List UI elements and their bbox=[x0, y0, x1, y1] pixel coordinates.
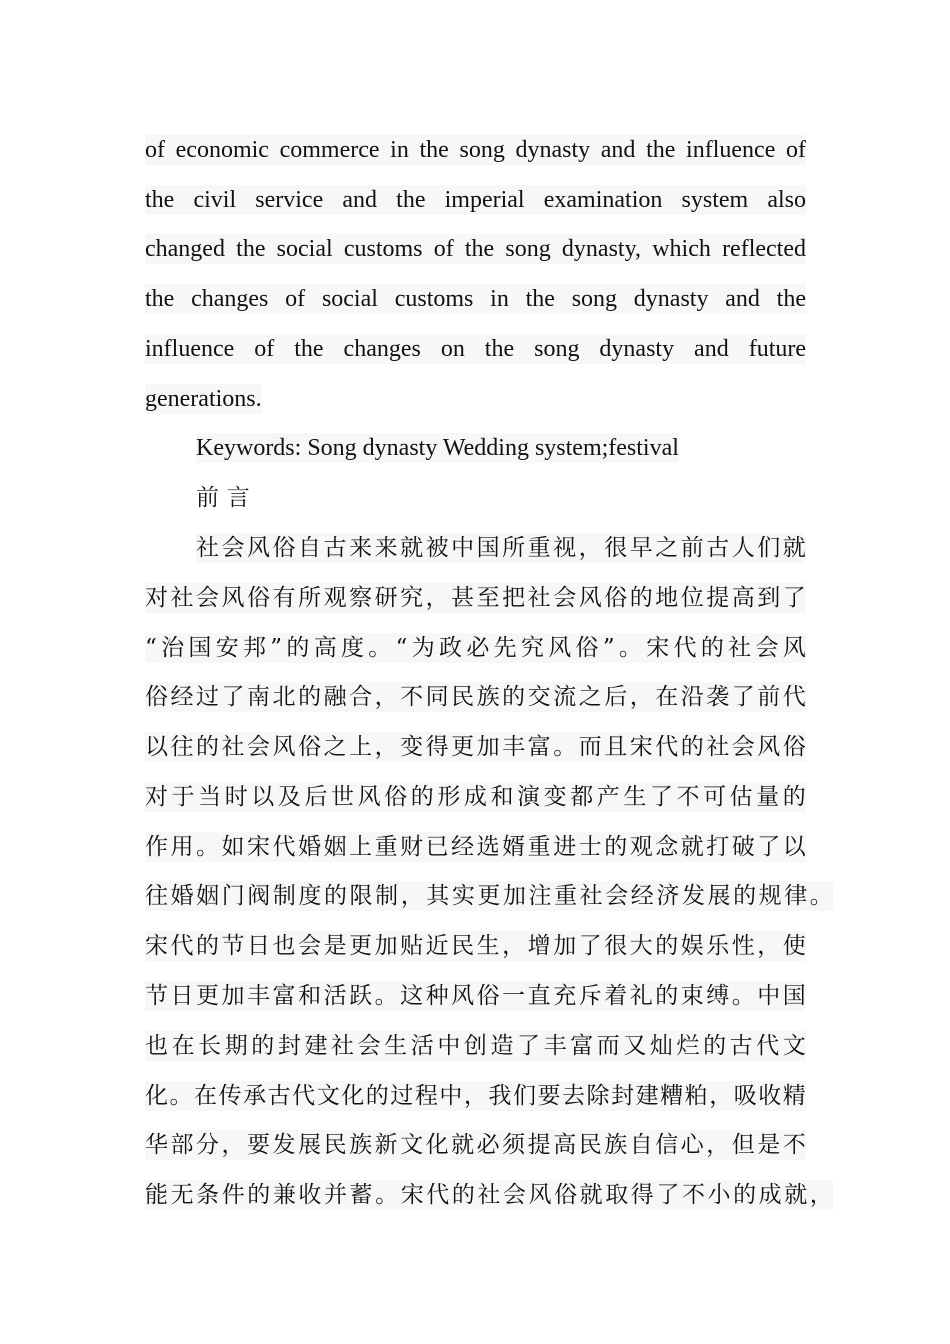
preface-line-7: 作用。如宋代婚姻上重财已经选婿重进士的观念就打破了以 bbox=[145, 834, 806, 860]
preface-heading: 前 言 bbox=[196, 485, 250, 511]
keywords-line: Keywords: Song dynasty Wedding system;festival bbox=[196, 435, 679, 461]
abstract-line-6: generations. bbox=[145, 386, 262, 412]
preface-line-1: 社会风俗自古来来就被中国所重视，很早之前古人们就 bbox=[196, 535, 806, 561]
preface-line-3: “治国安邦”的高度。“为政必先究风俗”。宋代的社会风 bbox=[145, 635, 806, 661]
preface-line-9: 宋代的节日也会是更加贴近民生，增加了很大的娱乐性，使 bbox=[145, 933, 806, 959]
preface-line-5: 以往的社会风俗之上，变得更加丰富。而且宋代的社会风俗 bbox=[145, 734, 806, 760]
preface-line-6: 对于当时以及后世风俗的形成和演变都产生了不可估量的 bbox=[145, 784, 806, 810]
abstract-line-1: of economic commerce in the song dynasty and the influence of bbox=[145, 137, 806, 163]
abstract-line-5: influence of the changes on the song dynasty and future bbox=[145, 336, 806, 362]
abstract-line-4: the changes of social customs in the song dynasty and the bbox=[145, 286, 806, 312]
preface-line-14: 能无条件的兼收并蓄。宋代的社会风俗就取得了不小的成就， bbox=[145, 1182, 833, 1208]
preface-line-2: 对社会风俗有所观察研究，甚至把社会风俗的地位提高到了 bbox=[145, 585, 806, 611]
preface-line-12: 化。在传承古代文化的过程中，我们要去除封建糟粕，吸收精 bbox=[145, 1083, 806, 1109]
preface-line-10: 节日更加丰富和活跃。这种风俗一直充斥着礼的束缚。中国 bbox=[145, 983, 806, 1009]
abstract-line-3: changed the social customs of the song dynasty, which reflected bbox=[145, 236, 806, 262]
preface-line-11: 也在长期的封建社会生活中创造了丰富而又灿烂的古代文 bbox=[145, 1033, 806, 1059]
preface-line-4: 俗经过了南北的融合，不同民族的交流之后，在沿袭了前代 bbox=[145, 684, 806, 710]
abstract-line-2: the civil service and the imperial examination system also bbox=[145, 187, 806, 213]
preface-line-8: 往婚姻门阀制度的限制，其实更加注重社会经济发展的规律。 bbox=[145, 883, 833, 909]
preface-line-13: 华部分，要发展民族新文化就必须提高民族自信心，但是不 bbox=[145, 1132, 806, 1158]
